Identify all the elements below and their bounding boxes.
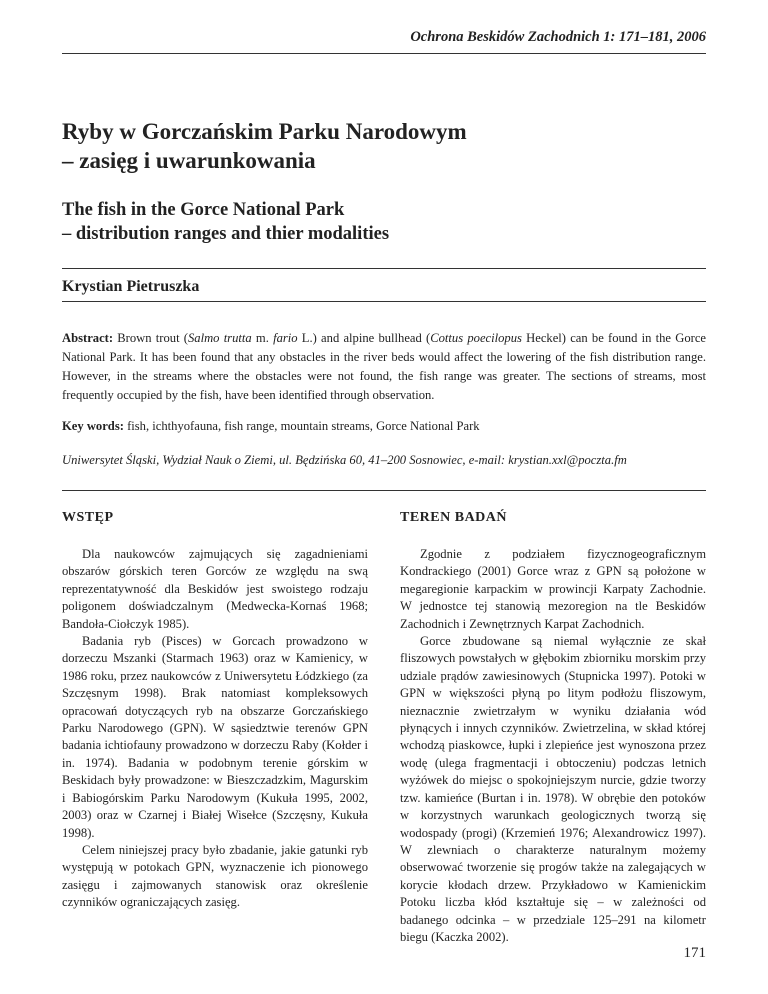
author-name: Krystian Pietruszka [62, 278, 200, 295]
keywords [62, 417, 706, 436]
paragraph: Zgodnie z podziałem fizycznogeograficznym Kondrackiego (2001) Gorce wraz z GPN są położone w megaregionie karpackim w prowincji Karpaty Zachodnie. W jednostce tej stanowią mezoregion na tle Beskidów Zachodnich i Zewnętrznych Karpat Zachodnich. [400, 547, 706, 631]
species-form: fario [273, 331, 298, 345]
abstract-label: Abstract: [62, 331, 114, 345]
title-pl-line-1: Ryby w Gorczańskim Parku Narodowym [62, 119, 467, 144]
article-title-en [62, 198, 702, 246]
abstract-text: Brown trout ( [113, 331, 188, 345]
paragraph: Dla naukowców zajmujących się zagadnieniami obszarów górskich teren Gorców ze względu na swą reprezentatywność dla Beskidów jest swoistego rodzaju poligonem doświadczalnym (Medwecka-Kornaś 1968; Bandoła-Ciołczyk 1985). [62, 547, 368, 631]
paragraph: Celem niniejszej pracy było zbadanie, jakie gatunki ryb występują w potokach GPN, wyznaczenie ich pionowego zasięgu i zajmowanych stanowisk oraz określenie czynników ograniczających zasięg. [62, 842, 368, 910]
section-heading-wstep: WSTĘP [62, 510, 114, 525]
author-bottom-rule [62, 301, 706, 302]
section-heading-teren-badan: TEREN BADAŃ [400, 510, 508, 525]
running-head: Ochrona Beskidów Zachodnich 1: 171–181, 2006 [410, 29, 706, 45]
abstract [62, 329, 706, 405]
left-column [62, 510, 368, 912]
title-en-line-2: – distribution ranges and thier modalities [62, 224, 390, 244]
species-name: Cottus poecilopus [430, 331, 522, 345]
page-number: 171 [683, 945, 706, 961]
paragraph: Badania ryb (Pisces) w Gorcach prowadzono w dorzeczu Mszanki (Starmach 1963) oraz w Kamienicy, w 1986 roku, przez naukowców z Uniwersytetu Łódzkiego (za Szczęsnym 1998). Brak natomiast kompleksowych opracowań dotyczących ryb na obszarze Gorczańskiego Parku Narodowego (GPN). W sąsiedztwie terenów GPN badania ichtiofauny prowadzono w dorzeczu Raby (Kołder i in. 1974). Badania w podobnym terenie górskim w Beskidach były prowadzone: w Bieszczadzkim, Magurskim i Babiogórskim Parku Narodowym (Kukuła 1995, 2002, 2003) oraz w Czarnej i Białej Wisełce (Szczęsny, Kukuła 1998). [62, 634, 368, 840]
title-en-line-1: The fish in the Gorce National Park [62, 200, 345, 220]
abstract-text: m. [251, 331, 274, 345]
abstract-text: L.) and alpine bullhead ( [297, 331, 431, 345]
affiliation: Uniwersytet Śląski, Wydział Nauk o Ziemi, ul. Będzińska 60, 41–200 Sosnowiec, e-mail: krystian.xxl@poczta.fm [62, 453, 627, 467]
species-name: Salmo trutta [187, 331, 252, 345]
abstract-text: Heckel) can be found in the Gorce National Park. It has been found that any obstacles in the river beds would affect the lowering of the fish distribution range. However, in the streams where the obstacles were not found, the fish range was greater. The sections of streams, most frequently occupied by the fish, have been identified through observation. [62, 331, 707, 402]
paragraph: Gorce zbudowane są niemal wyłącznie ze skał fliszowych powstałych w głębokim zbiorniku morskim przy udziale prądów zawiesinowych (Stupnicka 1997). Potoki w GPN w większości płyną po litym podłożu fliszowym, nieznacznie zwietrzałym w wyniku działania wód płynących i innych czynników. Zwietrzelina, w skład której wchodzą piaskowce, łupki i zlepieńce jest wynoszona przez wodę (ulega fragmentacji i obtoczeniu) podczas letnich wyżówek do miejsc o spokojniejszym nurcie, gdzie tworzy tzw. kamieńce (Burtan i in. 1978). W obrębie den potoków w korzystnych warunkach geologicznych tworzą się wodospady (progi) (Krzemień 1976; Alexandrowicz 1997). W zlewniach o charakterze naturalnym możemy obserwować tworzenie się progów także na zalegających w korycie kłodach drzew. Przykładowo w Kamienickim Potoku liczba kłód kształtuje się – w zależności od badanego odcinka – w przedziale 125–291 na kilometr biegu (Kaczka 2002). [400, 634, 706, 944]
header-rule [62, 53, 706, 54]
keywords-text: fish, ichthyofauna, fish range, mountain streams, Gorce National Park [123, 419, 480, 433]
right-column [400, 510, 706, 946]
title-pl-line-2: – zasięg i uwarunkowania [62, 148, 316, 173]
article-title-pl [62, 117, 702, 175]
keywords-label: Key words: [62, 419, 124, 433]
section-rule [62, 490, 706, 491]
author-top-rule [62, 268, 706, 269]
